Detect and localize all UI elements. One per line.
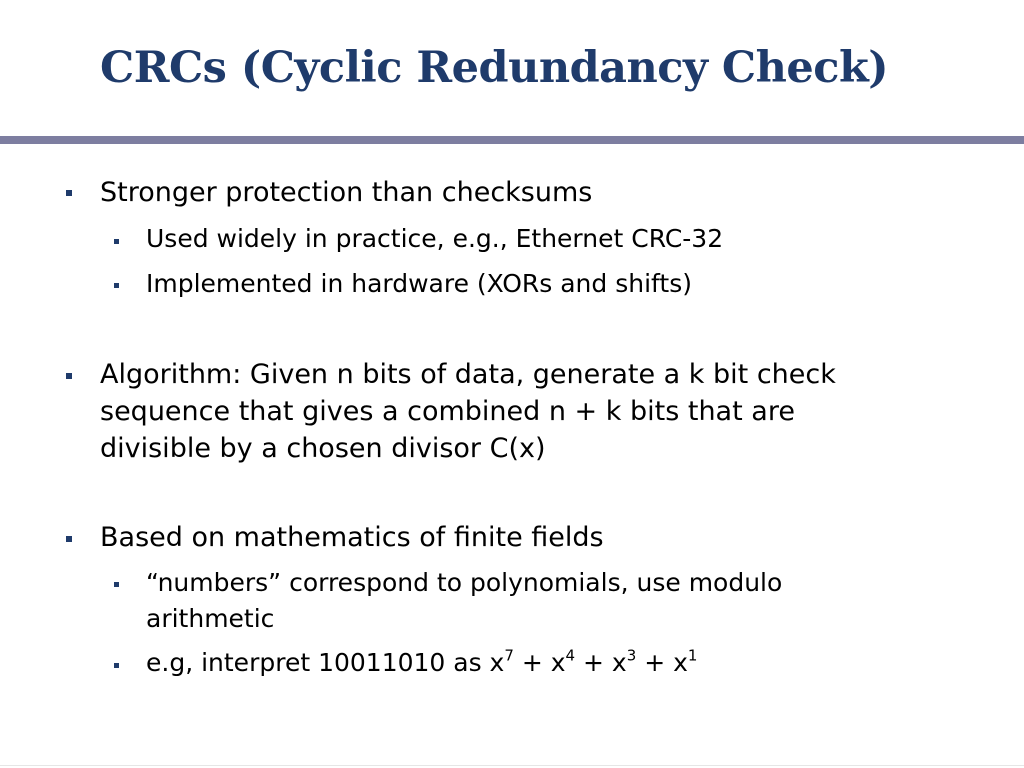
sub-bullet-polynomials-line1: “numbers” correspond to polynomials, use modulo [146, 568, 783, 597]
bullet-item-algorithm-line2: sequence that gives a combined n + k bits that are [100, 396, 795, 427]
sub-bullet-icon [114, 582, 119, 587]
sub-bullet-icon [114, 663, 119, 668]
sub-bullet-ethernet: Used widely in practice, e.g., Ethernet CRC-32 [146, 224, 724, 253]
bullet-item-algorithm-line1: Algorithm: Given n bits of data, generate a k bit check [100, 359, 836, 390]
bottom-divider [0, 765, 1024, 766]
example-plus: + x [513, 648, 566, 677]
sub-bullet-interpret-example [146, 645, 697, 681]
bullet-icon [66, 536, 72, 542]
sub-bullet-hardware: Implemented in hardware (XORs and shifts) [146, 269, 692, 298]
exponent: 3 [626, 646, 637, 665]
title-divider [0, 136, 1024, 144]
bullet-icon [66, 373, 72, 379]
sub-bullet-polynomials-line2: arithmetic [146, 604, 275, 633]
sub-bullet-icon [114, 283, 119, 288]
sub-bullet-icon [114, 239, 119, 244]
example-plus: + x [575, 648, 627, 677]
bullet-item-algorithm-line3: divisible by a chosen divisor C(x) [100, 433, 546, 464]
bullet-item-protection: Stronger protection than checksums [100, 177, 593, 208]
bullet-icon [66, 190, 72, 196]
exponent: 1 [687, 646, 698, 665]
exponent: 7 [504, 646, 514, 665]
slide-title: CRCs (Cyclic Redundancy Check) [100, 43, 889, 93]
example-prefix: e.g, interpret 10011010 as x [146, 648, 505, 677]
exponent: 4 [565, 646, 576, 665]
example-plus: + x [636, 648, 688, 677]
bullet-item-finite-fields: Based on mathematics of finite fields [100, 522, 604, 553]
